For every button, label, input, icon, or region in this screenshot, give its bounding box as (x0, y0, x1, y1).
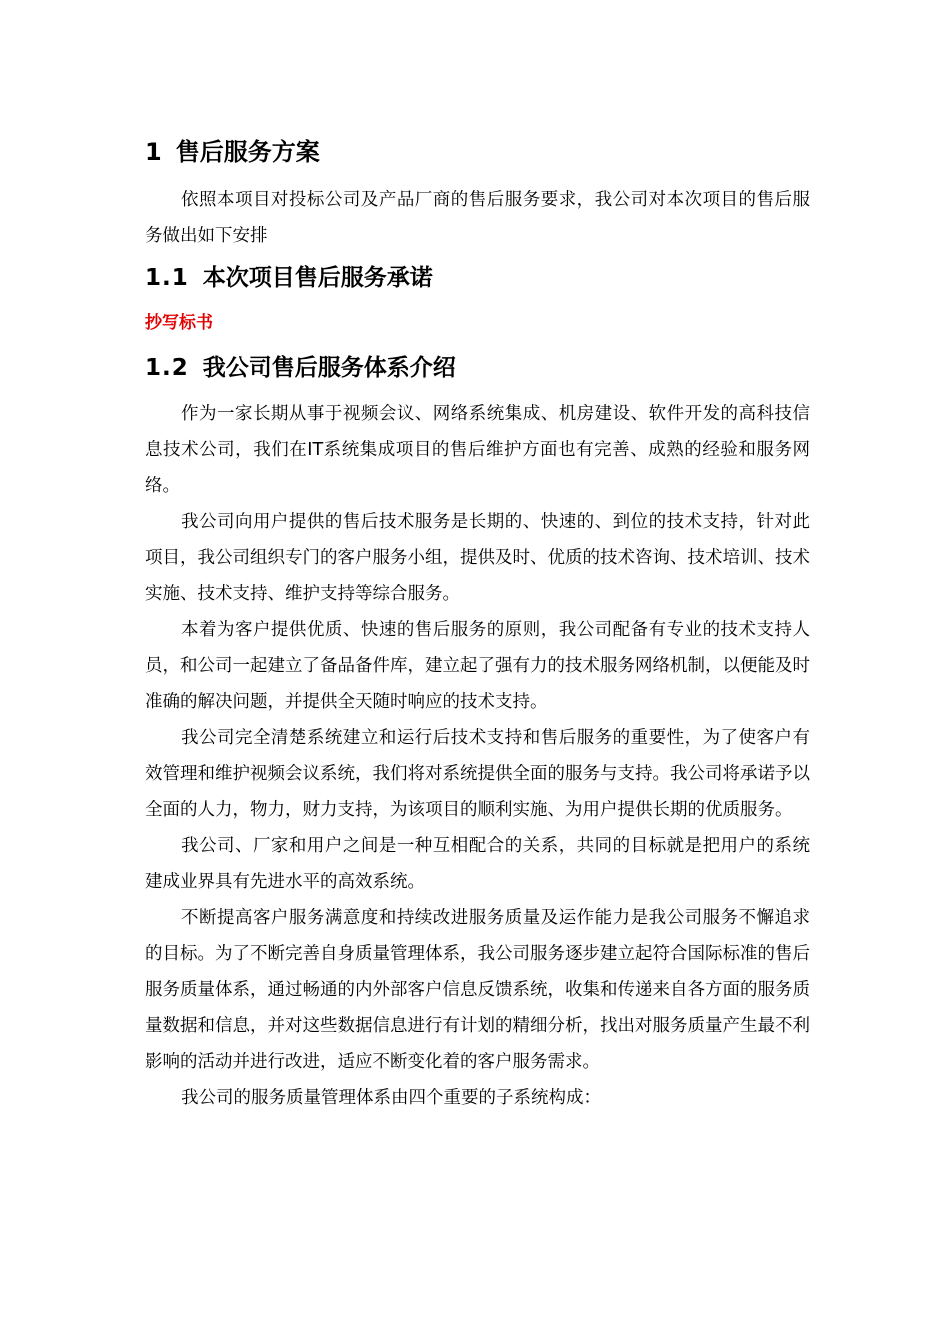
section-1-2-heading (145, 346, 810, 390)
section-1-1-number: 1.1 (145, 265, 189, 291)
section-1-title: 售后服务方案 (175, 138, 320, 166)
section-1-1-title: 本次项目售后服务承诺 (202, 265, 433, 291)
section-1-1-heading (145, 256, 810, 300)
document-body (145, 128, 810, 1116)
section-1-heading (145, 128, 810, 176)
paragraph: 我公司完全清楚系统建立和运行后技术支持和售后服务的重要性，为了使客户有效管理和维护视频会议系统，我们将对系统提供全面的服务与支持。我公司将承诺予以全面的人力，物力，财力支持，为该项目的顺利实施、为用户提供长期的优质服务。 (145, 728, 810, 820)
section-1-2-title: 我公司售后服务体系介绍 (202, 355, 456, 381)
paragraph: 本着为客户提供优质、快速的售后服务的原则，我公司配备有专业的技术支持人员，和公司一起建立了备品备件库，建立起了强有力的技术服务网络机制，以便能及时准确的解决问题，并提供全天随时响应的技术支持。 (145, 620, 810, 712)
paragraph: 我公司、厂家和用户之间是一种互相配合的关系，共同的目标就是把用户的系统建成业界具有先进水平的高效系统。 (145, 836, 810, 892)
paragraph: 作为一家长期从事于视频会议、网络系统集成、机房建设、软件开发的高科技信息技术公司，我们在IT系统集成项目的售后维护方面也有完善、成熟的经验和服务网络。 (145, 404, 810, 496)
section-1-1-note: 抄写标书 (145, 313, 213, 333)
section-1-2-number: 1.2 (145, 355, 189, 381)
paragraph: 不断提高客户服务满意度和持续改进服务质量及运作能力是我公司服务不懈追求的目标。为了不断完善自身质量管理体系，我公司服务逐步建立起符合国际标准的售后服务质量体系，通过畅通的内外部客户信息反馈系统，收集和传递来自各方面的服务质量数据和信息，并对这些数据信息进行有计划的精细分析，找出对服务质量产生最不利影响的活动并进行改进，适应不断变化着的客户服务需求。 (145, 908, 810, 1072)
section-1-number: 1 (145, 138, 162, 166)
section-1-intro: 依照本项目对投标公司及产品厂商的售后服务要求，我公司对本次项目的售后服务做出如下安排 (145, 190, 810, 246)
paragraph: 我公司向用户提供的售后技术服务是长期的、快速的、到位的技术支持，针对此项目，我公司组织专门的客户服务小组，提供及时、优质的技术咨询、技术培训、技术实施、技术支持、维护支持等综合服务。 (145, 512, 810, 604)
paragraph: 我公司的服务质量管理体系由四个重要的子系统构成： (181, 1088, 601, 1108)
